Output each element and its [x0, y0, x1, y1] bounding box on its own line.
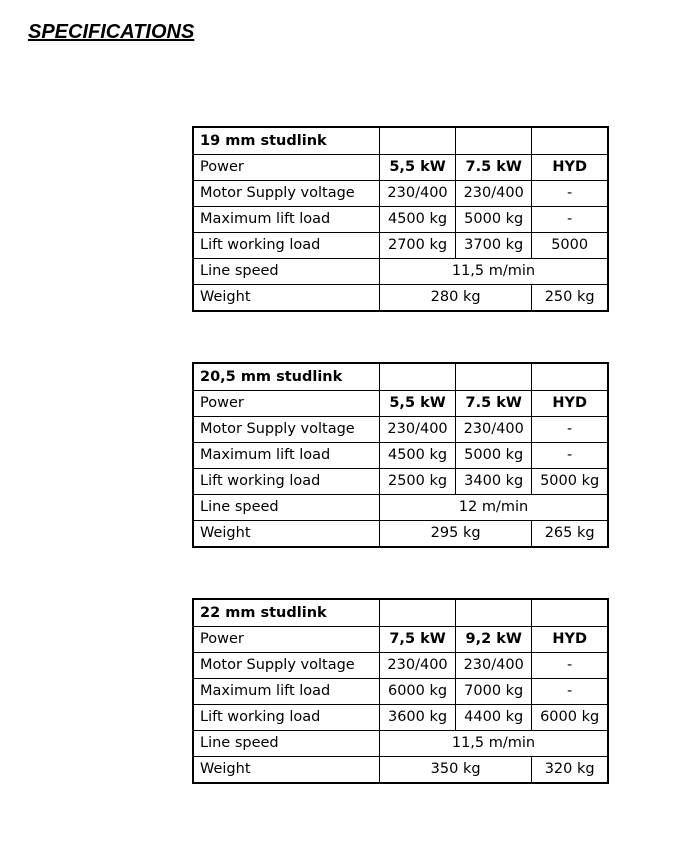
voltage-option-3: -	[532, 181, 608, 207]
empty-cell	[456, 127, 532, 155]
weight-electric: 350 kg	[379, 757, 531, 784]
weight-electric: 295 kg	[379, 521, 531, 548]
voltage-option-1: 230/400	[379, 417, 455, 443]
table-title-row	[193, 363, 608, 391]
spec-table-20-5mm	[192, 362, 609, 548]
row-label: Lift working load	[193, 233, 379, 259]
voltage-row	[193, 417, 608, 443]
weight-hyd: 265 kg	[532, 521, 608, 548]
row-label: Power	[193, 391, 379, 417]
power-option-1: 7,5 kW	[379, 627, 455, 653]
row-label: Motor Supply voltage	[193, 417, 379, 443]
row-label: Lift working load	[193, 705, 379, 731]
power-option-3: HYD	[532, 627, 608, 653]
voltage-option-2: 230/400	[456, 653, 532, 679]
max-load-option-3: -	[532, 207, 608, 233]
max-load-option-2: 5000 kg	[456, 207, 532, 233]
empty-cell	[532, 599, 608, 627]
work-load-row	[193, 469, 608, 495]
max-load-row	[193, 443, 608, 469]
voltage-option-1: 230/400	[379, 181, 455, 207]
row-label: Weight	[193, 521, 379, 548]
power-option-1: 5,5 kW	[379, 155, 455, 181]
table-title: 22 mm studlink	[193, 599, 379, 627]
work-load-option-2: 3700 kg	[456, 233, 532, 259]
max-load-option-1: 6000 kg	[379, 679, 455, 705]
weight-row	[193, 521, 608, 548]
table-title: 19 mm studlink	[193, 127, 379, 155]
row-label: Weight	[193, 285, 379, 312]
power-option-3: HYD	[532, 391, 608, 417]
row-label: Maximum lift load	[193, 443, 379, 469]
voltage-option-1: 230/400	[379, 653, 455, 679]
row-label: Motor Supply voltage	[193, 653, 379, 679]
power-option-2: 7.5 kW	[456, 391, 532, 417]
max-load-row	[193, 207, 608, 233]
weight-hyd: 250 kg	[532, 285, 608, 312]
page-heading: SPECIFICATIONS	[28, 21, 195, 43]
row-label: Line speed	[193, 731, 379, 757]
work-load-row	[193, 705, 608, 731]
weight-electric: 280 kg	[379, 285, 531, 312]
weight-row	[193, 285, 608, 312]
voltage-row	[193, 653, 608, 679]
empty-cell	[379, 599, 455, 627]
max-load-option-1: 4500 kg	[379, 443, 455, 469]
empty-cell	[532, 127, 608, 155]
voltage-row	[193, 181, 608, 207]
row-label: Maximum lift load	[193, 207, 379, 233]
work-load-option-2: 4400 kg	[456, 705, 532, 731]
table-title: 20,5 mm studlink	[193, 363, 379, 391]
row-label: Power	[193, 155, 379, 181]
row-label: Motor Supply voltage	[193, 181, 379, 207]
row-label: Line speed	[193, 259, 379, 285]
empty-cell	[379, 363, 455, 391]
max-load-option-2: 5000 kg	[456, 443, 532, 469]
table-title-row	[193, 599, 608, 627]
power-row	[193, 627, 608, 653]
max-load-option-2: 7000 kg	[456, 679, 532, 705]
row-label: Lift working load	[193, 469, 379, 495]
voltage-option-3: -	[532, 653, 608, 679]
max-load-option-3: -	[532, 679, 608, 705]
weight-hyd: 320 kg	[532, 757, 608, 784]
work-load-option-1: 3600 kg	[379, 705, 455, 731]
voltage-option-2: 230/400	[456, 181, 532, 207]
power-option-2: 9,2 kW	[456, 627, 532, 653]
line-speed-row	[193, 495, 608, 521]
empty-cell	[456, 363, 532, 391]
work-load-option-3: 5000	[532, 233, 608, 259]
work-load-option-1: 2500 kg	[379, 469, 455, 495]
work-load-option-1: 2700 kg	[379, 233, 455, 259]
weight-row	[193, 757, 608, 784]
max-load-row	[193, 679, 608, 705]
work-load-row	[193, 233, 608, 259]
spec-table-22mm	[192, 598, 609, 784]
empty-cell	[456, 599, 532, 627]
empty-cell	[532, 363, 608, 391]
work-load-option-2: 3400 kg	[456, 469, 532, 495]
work-load-option-3: 6000 kg	[532, 705, 608, 731]
row-label: Weight	[193, 757, 379, 784]
line-speed-row	[193, 259, 608, 285]
line-speed-row	[193, 731, 608, 757]
row-label: Power	[193, 627, 379, 653]
power-row	[193, 155, 608, 181]
spec-table-19mm	[192, 126, 609, 312]
row-label: Line speed	[193, 495, 379, 521]
voltage-option-2: 230/400	[456, 417, 532, 443]
voltage-option-3: -	[532, 417, 608, 443]
max-load-option-3: -	[532, 443, 608, 469]
power-option-1: 5,5 kW	[379, 391, 455, 417]
power-option-2: 7.5 kW	[456, 155, 532, 181]
line-speed-value: 11,5 m/min	[379, 259, 608, 285]
max-load-option-1: 4500 kg	[379, 207, 455, 233]
row-label: Maximum lift load	[193, 679, 379, 705]
line-speed-value: 11,5 m/min	[379, 731, 608, 757]
work-load-option-3: 5000 kg	[532, 469, 608, 495]
table-title-row	[193, 127, 608, 155]
line-speed-value: 12 m/min	[379, 495, 608, 521]
power-option-3: HYD	[532, 155, 608, 181]
empty-cell	[379, 127, 455, 155]
power-row	[193, 391, 608, 417]
